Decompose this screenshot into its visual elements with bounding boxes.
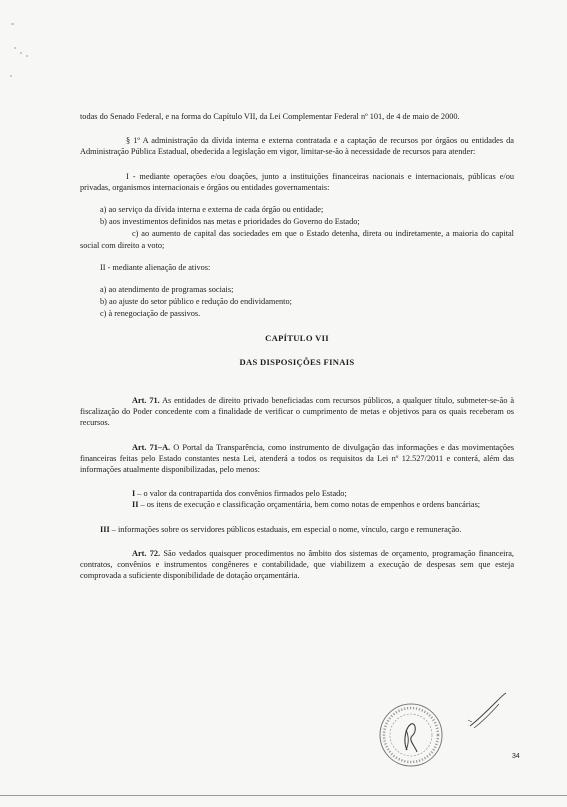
article-71-text: As entidades de direito privado beneficiadas com recursos públicos, a qualquer título, submeter-se-ão à fiscalização do Poder concedente com a finalidade de verificar o cumprimento de metas e objetivos para os quais receberam os recursos. xyxy=(80,396,514,428)
article-71a-item-iii xyxy=(80,524,514,535)
list-item: a) ao atendimento de programas sociais; xyxy=(100,285,234,295)
article-71-label: Art. 71. xyxy=(132,396,160,406)
item-ii: II - mediante alienação de ativos: xyxy=(100,262,211,272)
article-71a-text: O Portal da Transparência, como instrumento de divulgação das informações e das movimentações financeiras feitas pelo Estado constantes nesta Lei, atenderá a todos os requisitos da Lei nº 12.527/2011 e conterá, além das informações atualmente disponibilizadas, pelo menos: xyxy=(80,442,514,475)
article-71a-item-i-text: – o valor da contrapartida dos convênios firmados pelo Estado; xyxy=(135,489,347,499)
list-item: a) ao serviço da dívida interna e externa de cada órgão ou entidade; xyxy=(100,205,324,215)
article-71a xyxy=(80,442,514,476)
article-71a-item-i xyxy=(80,488,514,499)
list-item: c) à renegociação de passivos. xyxy=(100,309,201,319)
page-bottom-divider xyxy=(0,795,567,796)
article-71a-item-ii xyxy=(80,499,514,510)
article-71a-item-i-label: I xyxy=(132,489,136,499)
official-seal-icon xyxy=(376,700,446,770)
article-71 xyxy=(80,395,514,429)
document-body xyxy=(80,111,514,581)
article-72-text: São vedados quaisquer procedimentos no âmbito dos sistemas de orçamento, programação financeira, contratos, convênios e instrumentos congêneres e contabilidade, que viabilizem a execução de despesas sem que esteja comprovada a suficiente disponibilidade de dotação orçamentária. xyxy=(80,548,514,581)
article-71a-label: Art. 71–A. xyxy=(132,442,171,452)
chapter-subtitle: DAS DISPOSIÇÕES FINAIS xyxy=(239,356,355,367)
article-71a-item-iii-label: III xyxy=(100,524,110,534)
chapter-title: CAPÍTULO VII xyxy=(265,332,329,343)
page-number: 34 xyxy=(512,753,520,760)
list-item: c) ao aumento de capital das sociedades em que o Estado detenha, direta ou indiretamente, a maioria do capital social com direito a voto; xyxy=(80,229,514,250)
scan-marks-icon xyxy=(6,20,36,80)
list-item: b) aos investimentos definidos nas metas e prioridades do Governo do Estado; xyxy=(100,217,360,227)
article-72-label: Art. 72. xyxy=(132,548,161,558)
paragraph-1: § 1º A administração da dívida interna e externa contratada e a captação de recursos por órgãos ou entidades da Administração Pública Estadual, obedecida a legislação em vigor, limitar-se-ão à necessidade de recursos para atender: xyxy=(80,136,514,157)
article-71a-item-ii-label: II xyxy=(132,500,139,510)
list-item: b) ao ajuste do setor público e redução do endividamento; xyxy=(100,297,292,307)
article-71a-item-iii-text: – informações sobre os servidores públicos estaduais, em especial o nome, vínculo, cargo e remuneração. xyxy=(109,524,462,534)
item-i: I - mediante operações e/ou doações, junto a instituições financeiras nacionais e internacionais, públicas e/ou privadas, organismos internacionais e órgãos ou entidades governamentais: xyxy=(80,171,514,192)
article-71a-item-ii-text: – os itens de execução e classificação orçamentária, bem como notas de empenhos e ordens bancárias; xyxy=(138,500,481,510)
item-i-subitems xyxy=(80,204,514,251)
article-72 xyxy=(80,548,514,582)
signature-icon xyxy=(466,690,516,730)
continuation-paragraph: todas do Senado Federal, e na forma do Capítulo VII, da Lei Complementar Federal nº 101, de 4 de maio de 2000. xyxy=(80,112,460,121)
item-ii-subitems xyxy=(80,284,514,320)
